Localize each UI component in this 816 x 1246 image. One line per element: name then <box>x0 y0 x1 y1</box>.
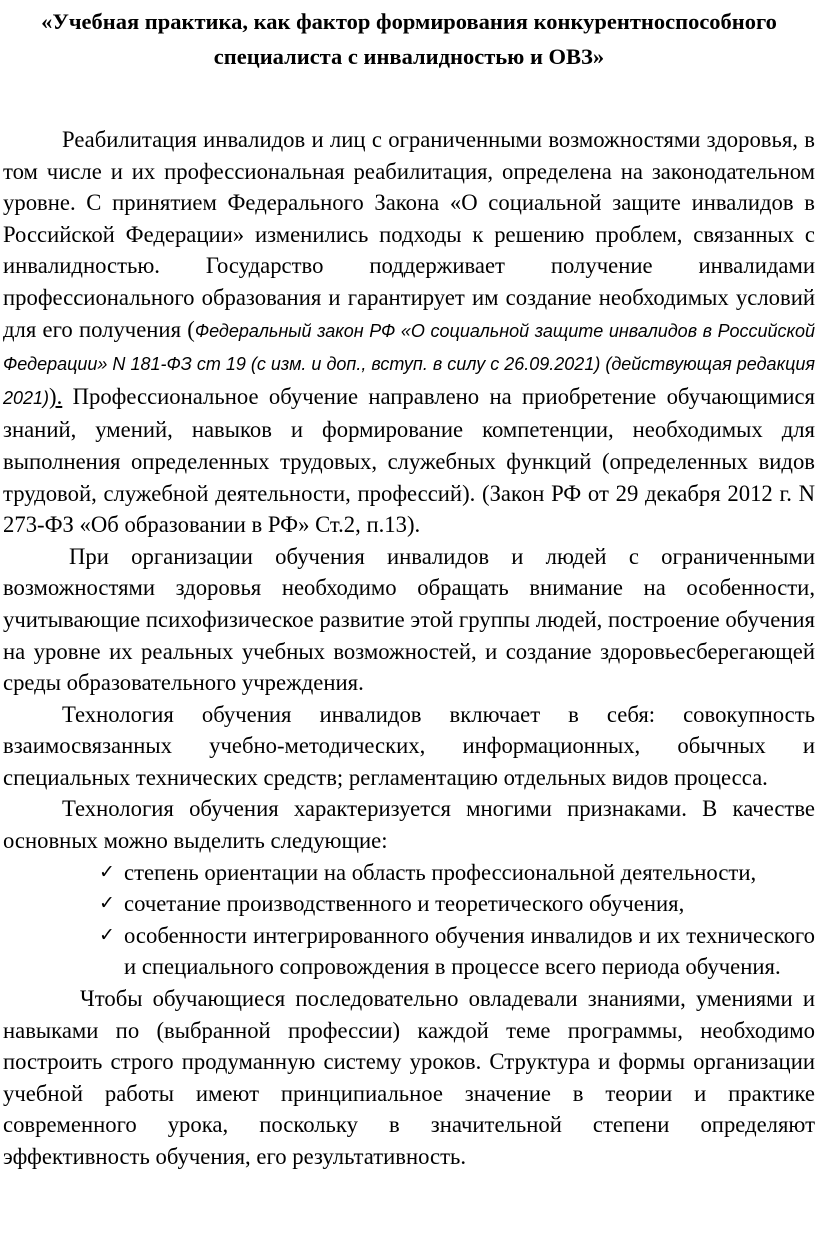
paragraph-vocational-text: Профессиональное обучение направлено на приобретение обучающимися знаний, умений, навыков и формирование компетенции, необходимых для выполнения определенных трудовых, служебных функций (определенных видов трудовой, служебной деятельности, профессий). (Закон РФ от 29 декабря 2012 г. N 273-ФЗ «Об образовании в РФ» Ст.2, п.13). <box>3 383 815 538</box>
list-item <box>99 920 815 983</box>
document-body <box>3 124 815 1173</box>
paragraph-rehabilitation <box>3 124 815 541</box>
list-item <box>99 888 815 920</box>
document-title: «Учебная практика, как фактор формирования конкурентноспособного специалиста с инвалидностью и ОВЗ» <box>41 9 777 69</box>
paragraph-rehabilitation-text: Реабилитация инвалидов и лиц с ограниченными возможностями здоровья, в том числе и их профессиональная реабилитация, определена на законодательном уровне. С принятием Федерального Закона «О социальной защите инвалидов в Российской Федерации» изменились подходы к решению проблем, связанных с инвалидностью. Государство поддерживает получение инвалидами профессионального образования и гарантирует им создание необходимых условий для его получения ( <box>3 127 815 342</box>
paragraph-technology: Технология обучения инвалидов включает в себя: совокупность взаимосвязанных учебно-методических, информационных, обычных и специальных технических средств; регламентацию отдельных видов процесса. <box>3 701 815 790</box>
paragraph-organization: При организации обучения инвалидов и людей с ограниченными возможностями здоровья необходимо обращать внимание на особенности, учитывающие психофизическое развитие этой группы людей, построение обучения на уровне их реальных учебных возможностей, и создание здоровьесберегающей среды образовательного учреждения. <box>3 543 815 696</box>
check-icon: ✓ <box>99 860 115 883</box>
law-citation: Федеральный закон РФ «О социальной защите инвалидов в Российской Федерации» N 181-ФЗ ст 19 (с изм. и доп., вступ. в силу с 26.09.2021) (действующая редакция 2021) <box>3 320 815 408</box>
paragraph-lesson-system: Чтобы обучающиеся последовательно овладевали знаниями, умениями и навыками по (выбранной профессии) каждой теме программы, необходимо построить строго продуманную систему уроков. Структура и формы организации учебной работы имеют принципиальное значение в теории и практике современного урока, поскольку в значительной степени определяют эффективность обучения, его результативность. <box>3 986 815 1169</box>
citation-close: ). <box>49 383 63 409</box>
paragraph-features-intro: Технология обучения характеризуется многими признаками. В качестве основных можно выделить следующие: <box>3 796 815 854</box>
list-item-text: особенности интегрированного обучения инвалидов и их технического и специального сопровождения в процессе всего периода обучения. <box>124 922 815 980</box>
list-item-text: сочетание производственного и теоретического обучения, <box>124 891 685 917</box>
check-icon: ✓ <box>99 923 115 946</box>
check-icon: ✓ <box>99 892 115 915</box>
list-item <box>99 857 815 889</box>
features-list <box>3 857 815 983</box>
list-item-text: степень ориентации на область профессиональной деятельности, <box>124 859 757 885</box>
